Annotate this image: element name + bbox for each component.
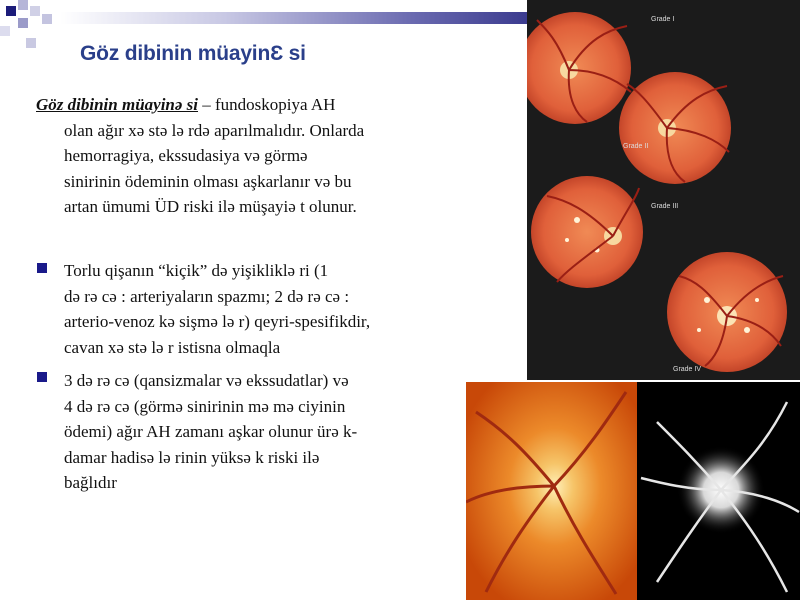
bullet-item-2 xyxy=(64,368,474,496)
bullet-line: 4 dә rә cә (görmә sinirinin mә mә ciyinin xyxy=(64,396,346,416)
bullet-line: dә rә cә : arteriyaların spazmı; 2 dә rә cә : xyxy=(64,286,350,306)
bullet-line: arterio-venoz kә sişmә lә r) qeyri-spesifikdir, xyxy=(64,312,371,331)
intro-line: artan ümumi ÜD riski ilә müşayiә t olunur. xyxy=(64,197,357,216)
intro-line: sinirinin ödeminin olması aşkarlanır vә bu xyxy=(64,171,352,191)
slide-title: Göz dibinin müayinƐ si xyxy=(80,42,306,65)
bullet-line: 3 dә rә cә (qansizmalar vә ekssudatlar) vә xyxy=(64,371,349,390)
intro-rest: – fundoskopiya AH xyxy=(198,95,336,114)
bullet-line: cavan xә stә lә r istisna olmaqla xyxy=(64,337,281,357)
angiography-illustration xyxy=(637,382,800,600)
angiography-image xyxy=(637,382,800,600)
bullet-line: ödemi) ağır AH zamanı aşkar olunur ürә k- xyxy=(64,422,358,441)
bullet-line: damar hadisә lә rinin yüksә k riski ilә xyxy=(64,447,320,467)
bullet-marker xyxy=(37,372,47,382)
bullet-line: bağlıdır xyxy=(64,473,117,492)
bullet-line: Torlu qişanın “kiçik” dә yişikliklә ri (1 xyxy=(64,261,329,280)
bullet-marker xyxy=(37,263,47,273)
grade-label: Grade III xyxy=(651,203,679,210)
fundus-grades-illustration xyxy=(527,0,800,380)
intro-first-line xyxy=(36,92,466,118)
intro-lead: Göz dibinin müayinә si xyxy=(36,95,199,114)
grade-label: Grade IV xyxy=(673,366,702,373)
optic-disc-photo xyxy=(466,382,637,600)
fundus-grades-image xyxy=(527,0,800,380)
intro-paragraph xyxy=(36,92,466,220)
bullet-item-1 xyxy=(64,258,474,360)
intro-line: olan ağır xә stә lә rdә aparılmalıdır. Onlarda xyxy=(64,120,365,140)
corner-decoration xyxy=(0,0,80,60)
grade-label: Grade I xyxy=(651,16,675,23)
grade-label: Grade II xyxy=(623,143,649,150)
intro-line: hemorragiya, ekssudasiya vә görmә xyxy=(64,146,308,165)
header-gradient-bar xyxy=(60,12,530,24)
optic-disc-illustration xyxy=(466,382,637,600)
